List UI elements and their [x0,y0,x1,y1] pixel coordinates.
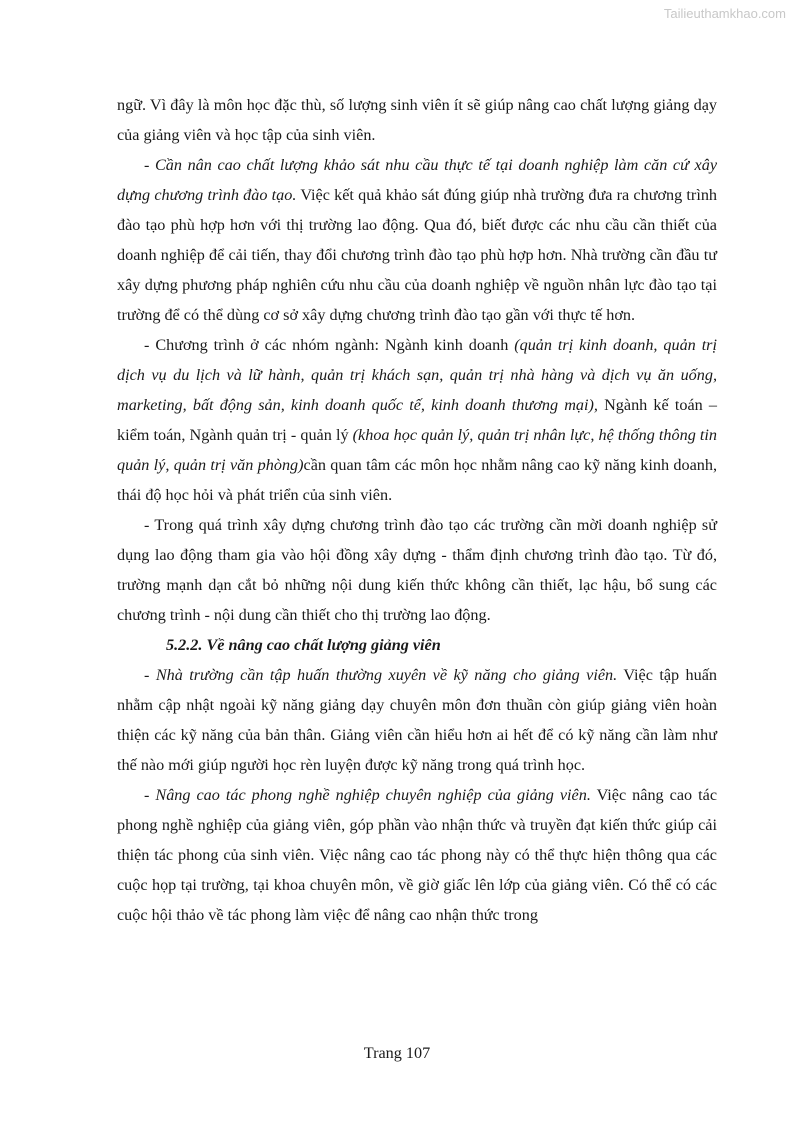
watermark: Tailieuthamkhao.com [663,6,786,21]
text-segment: cần quan tâm các môn học nhằm nâng cao kỹ năng kinh doanh, thái độ học hỏi và phát triển của sinh viên. [117,456,717,504]
text-segment: Việc kết quả khảo sát đúng giúp nhà trường đưa ra chương trình đào tạo phù hợp hơn với thị trường lao động. Qua đó, biết được các nhu cầu cần thiết của doanh nghiệp để cải tiến, thay đổi chương trình đào tạo phù hợp hơn. Nhà trường cần đầu tư xây dựng phương pháp nghiên cứu nhu cầu của doanh nghiệp về nguồn nhân lực đào tạo tại trường để có thể dùng cơ sở xây dựng chương trình đào tạo gần với thực tế hơn. [117,186,718,324]
text-segment: - Chương trình ở các nhóm ngành: Ngành kinh doanh [144,336,515,354]
text-segment: - [144,156,155,174]
document-body [117,90,717,930]
italic-text: Nhà trường cần tập huấn thường xuyên về kỹ năng cho giảng viên. [155,666,618,684]
italic-text: Nâng cao tác phong nghề nghiệp chuyên nghiệp của giảng viên. [155,786,591,804]
text-segment: - [144,666,156,684]
paragraph [117,780,717,930]
italic-text: (khoa học quản lý, quản trị nhân lực, hệ thống thông tin quản lý, quản trị văn phòng) [117,426,717,474]
text-segment: Ngành kế toán – kiểm toán, Ngành quản trị - quản lý [117,396,717,444]
paragraph [117,510,717,630]
text-segment: 5.2.2. Về nâng cao chất lượng giảng viên [166,636,441,654]
paragraph [117,660,717,780]
text-segment: Việc tập huấn nhằm cập nhật ngoài kỹ năng giảng dạy chuyên môn đơn thuần còn giúp giảng viên hoàn thiện các kỹ năng của bản thân. Giảng viên cần hiểu hơn ai hết để có kỹ năng cần làm như thế nào mới giúp người học rèn luyện được kỹ năng trong quá trình học. [117,666,718,774]
italic-text: (quản trị kinh doanh, quản trị dịch vụ du lịch và lữ hành, quản trị khách sạn, quản trị nhà hàng và dịch vụ ăn uống, marketing, bất động sản, kinh doanh quốc tế, kinh doanh thương mại), [117,336,717,414]
text-segment: Việc nâng cao tác phong nghề nghiệp của giảng viên, góp phần vào nhận thức và truyền đạt kiến thức giúp cải thiện tác phong của sinh viên. Việc nâng cao tác phong này có thể thực hiện thông qua các cuộc họp tại trường, tại khoa chuyên môn, về giờ giấc lên lớp của giảng viên. Có thể có các cuộc hội thảo về tác phong làm việc để nâng cao nhận thức trong [117,786,718,924]
text-segment: - [144,786,156,804]
page-number: Trang 107 [363,1044,431,1062]
italic-text: Cần nân cao chất lượng khảo sát nhu cầu thực tế tại doanh nghiệp làm căn cứ xây dựng chương trình đào tạo. [117,156,718,204]
paragraph [117,90,717,150]
section-heading [166,630,717,660]
paragraph [117,150,717,330]
text-segment: - Trong quá trình xây dựng chương trình đào tạo các trường cần mời doanh nghiệp sử dụng lao động tham gia vào hội đồng xây dựng - thẩm định chương trình đào tạo. Từ đó, trường mạnh dạn cắt bỏ những nội dung kiến thức không cần thiết, lạc hậu, bổ sung các chương trình - nội dung cần thiết cho thị trường lao động. [117,516,717,624]
paragraph [117,330,717,510]
text-segment: ngữ. Vì đây là môn học đặc thù, số lượng sinh viên ít sẽ giúp nâng cao chất lượng giảng dạy của giảng viên và học tập của sinh viên. [117,96,717,144]
